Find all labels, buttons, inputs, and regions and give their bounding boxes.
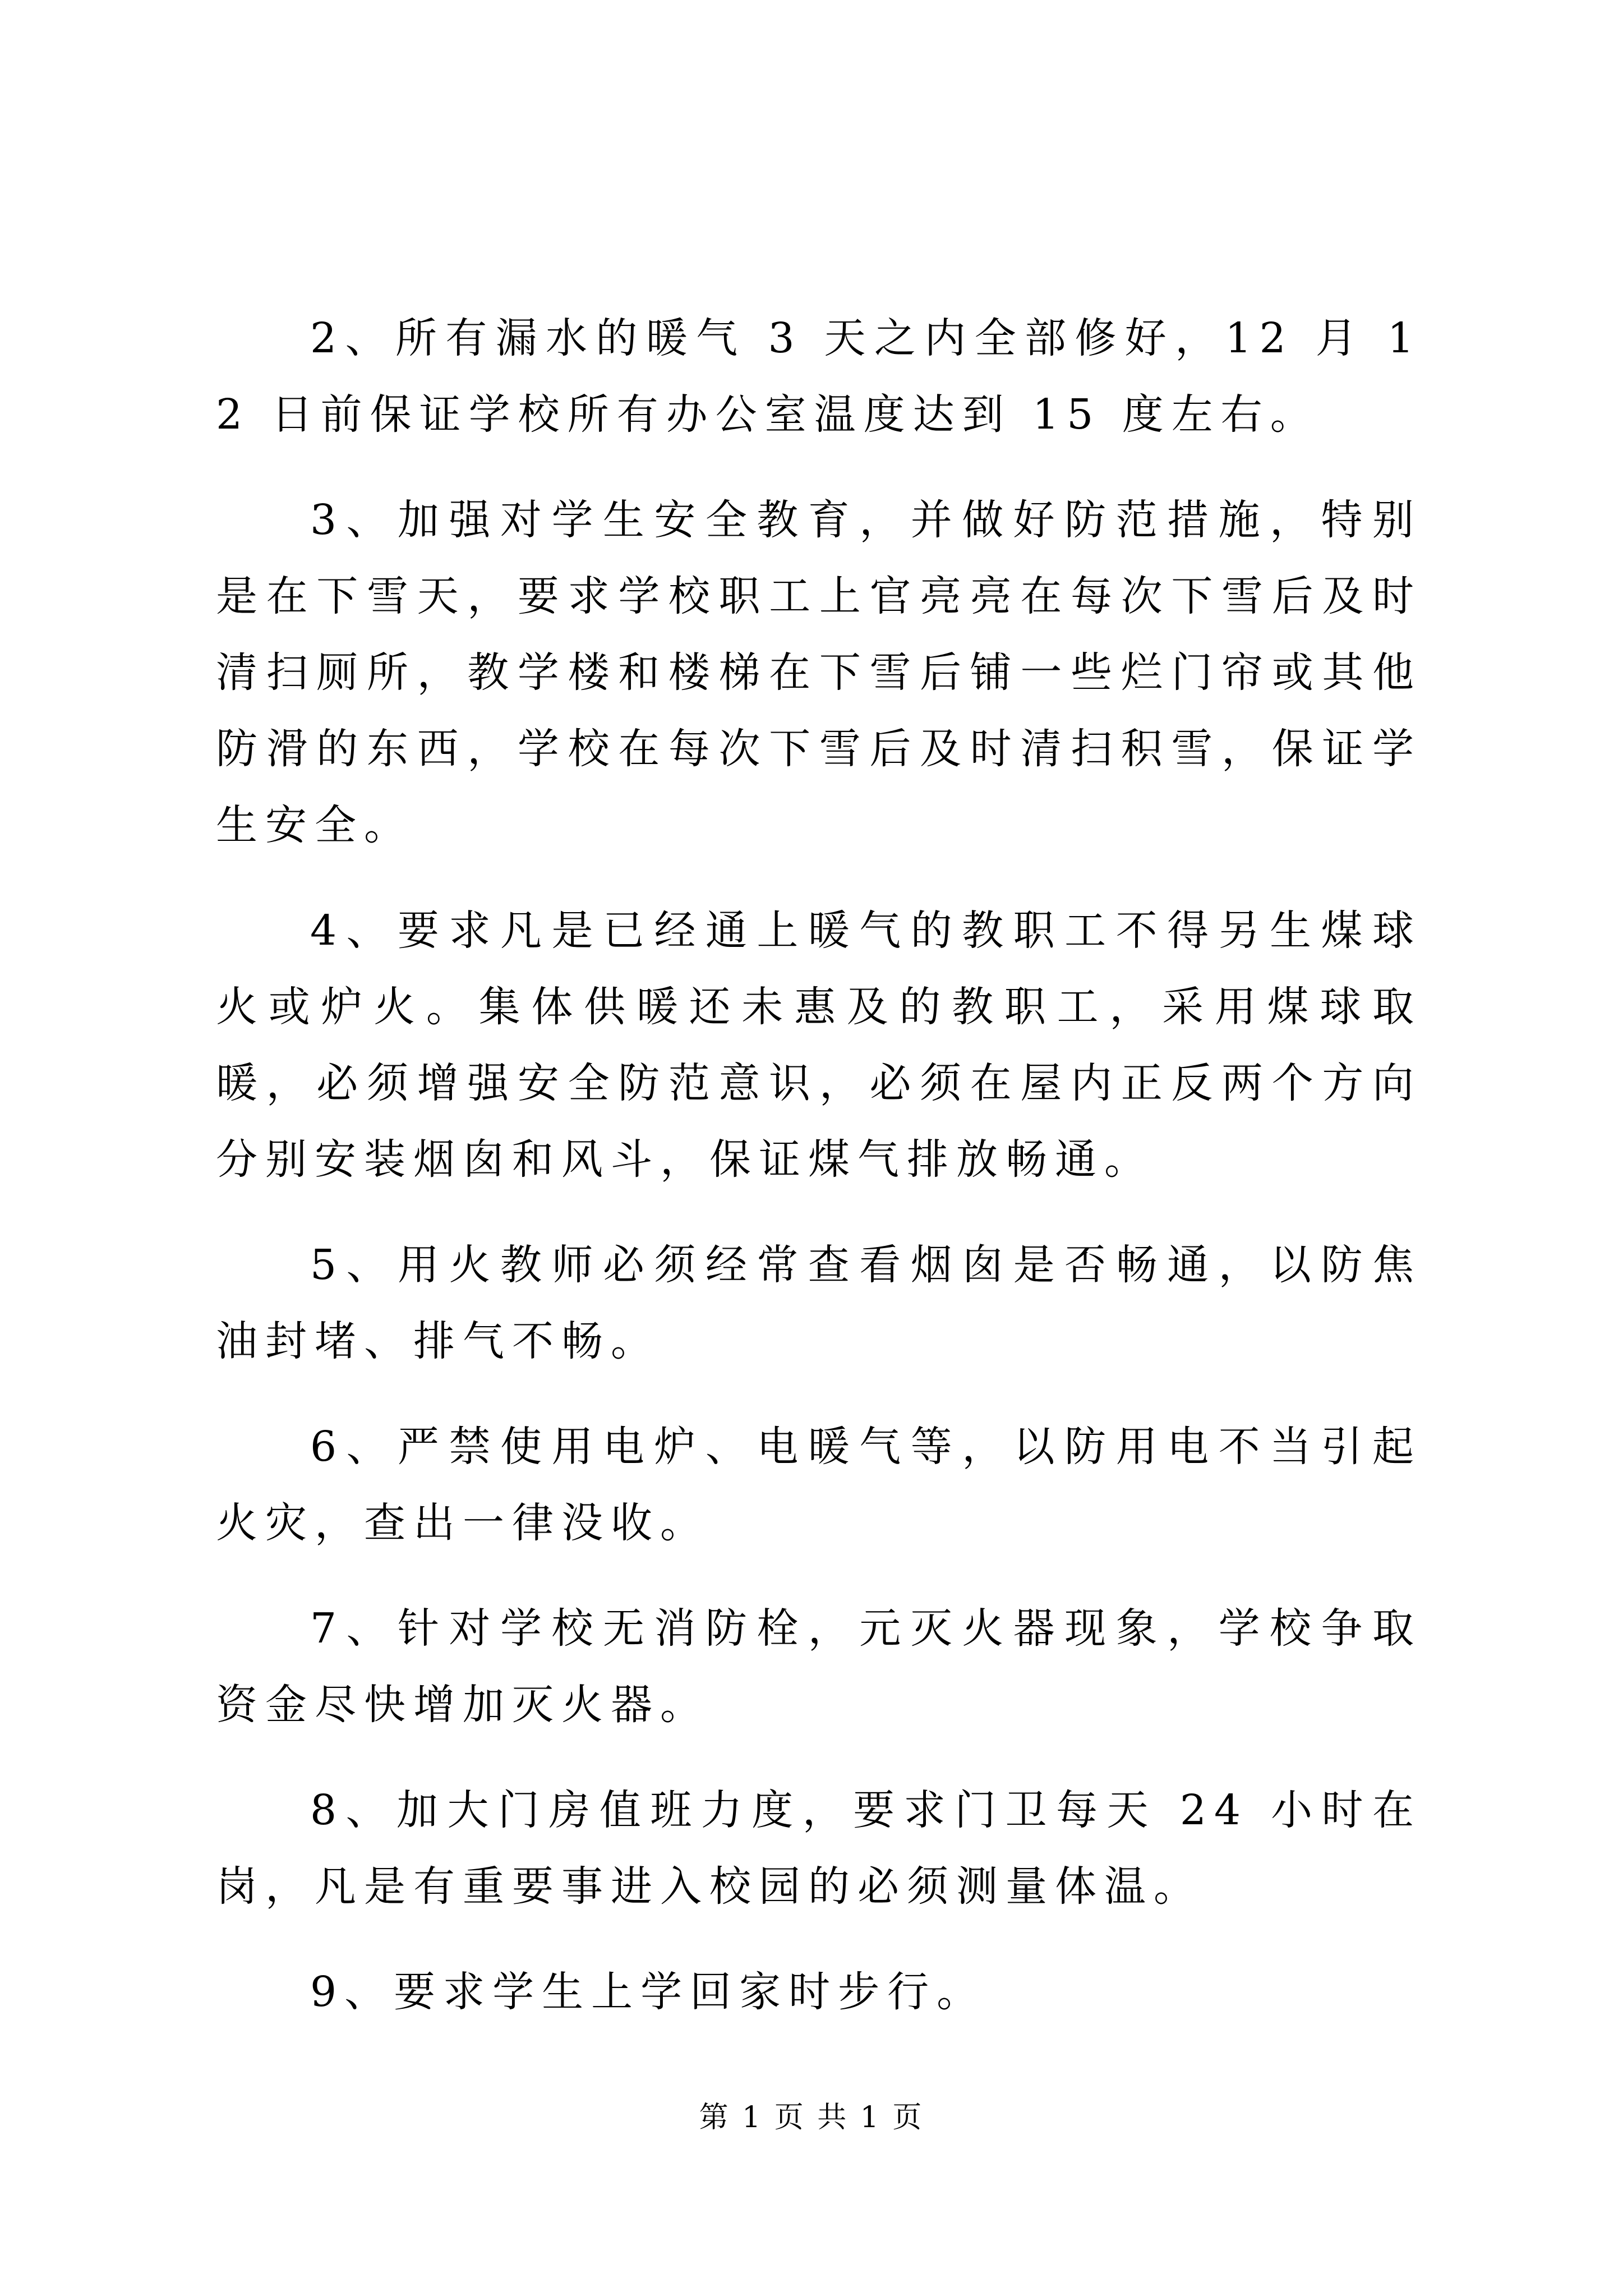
paragraph-item-2: 2、所有漏水的暖气 3 天之内全部修好，12 月 12 日前保证学校所有办公室温度达到 15 度左右。 (216, 314, 1422, 439)
paragraph-item-6: 6、严禁使用电炉、电暖气等，以防用电不当引起火灾，查出一律没收。 (216, 1423, 1422, 1547)
document-body (216, 300, 1422, 2059)
paragraph-item-7: 7、针对学校无消防栓，元灭火器现象，学校争取资金尽快增加灭火器。 (216, 1604, 1422, 1729)
paragraph-item-9: 9、要求学生上学回家时步行。 (310, 1968, 986, 2016)
paragraph-item-5: 5、用火教师必须经常查看烟囱是否畅通，以防焦油封堵、排气不畅。 (216, 1241, 1422, 1365)
page-number-footer: 第 1 页 共 1 页 (699, 2101, 924, 2134)
paragraph-item-3: 3、加强对学生安全教育，并做好防范措施，特别是在下雪天，要求学校职工上官亮亮在每次下雪后及时清扫厕所，教学楼和楼梯在下雪后铺一些烂门帘或其他防滑的东西，学校在每次下雪后及时清扫积雪，保证学生安全。 (216, 496, 1422, 849)
paragraph-item-4: 4、要求凡是已经通上暖气的教职工不得另生煤球火或炉火。集体供暖还未惠及的教职工，采用煤球取暖，必须增强安全防范意识，必须在屋内正反两个方向分别安装烟囱和风斗，保证煤气排放畅通。 (216, 907, 1422, 1184)
paragraph-item-8: 8、加大门房值班力度，要求门卫每天 24 小时在岗，凡是有重要事进入校园的必须测量体温。 (216, 1786, 1422, 1911)
